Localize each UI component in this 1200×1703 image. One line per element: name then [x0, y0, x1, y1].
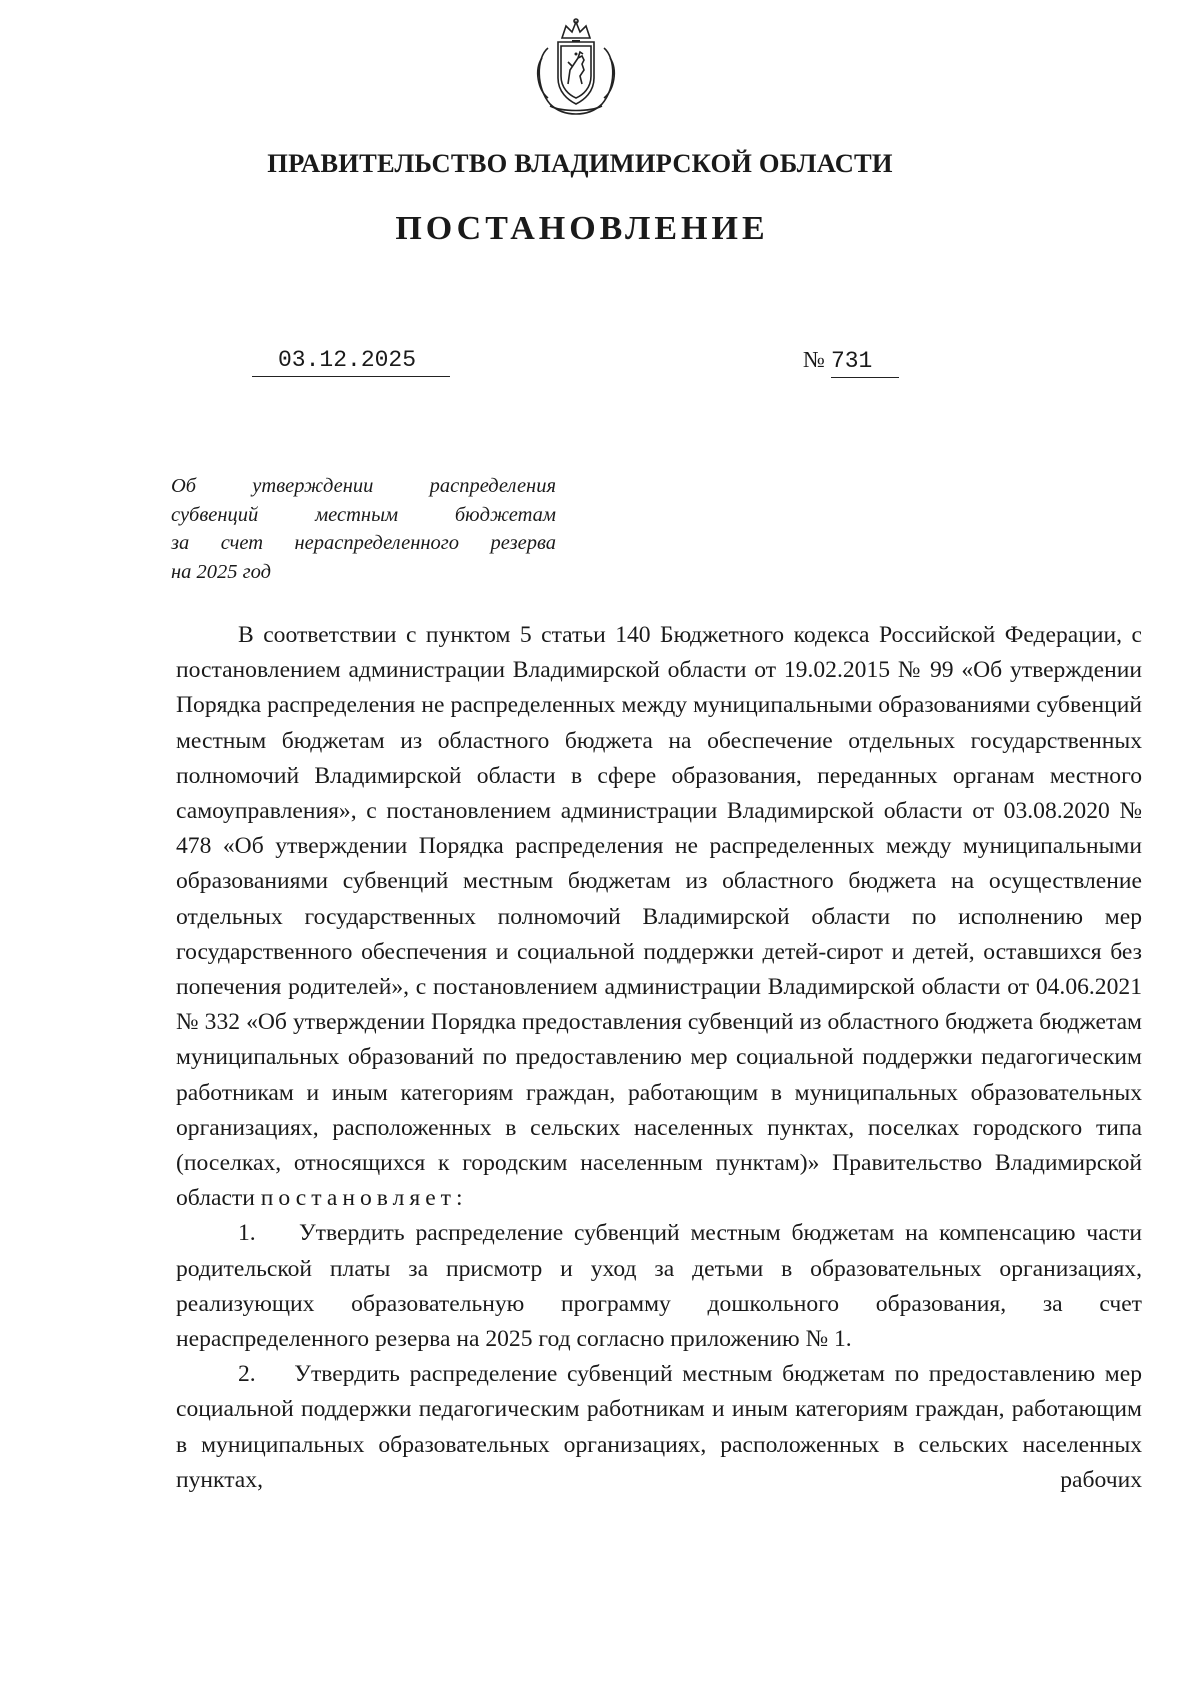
document-date: 03.12.2025 [252, 347, 450, 377]
coat-of-arms-icon [528, 18, 624, 116]
subject-line: за счет нераспределенного резерва [171, 532, 556, 554]
item-text: Утвердить распределение субвенций местным бюджетам по предоставлению мер социальной поддержки педагогическим работникам и иным категориям граждан, работающим в муниципальных образовательных организациях, расположенных в сельских населенных пунктах, рабочих [176, 1361, 1142, 1493]
list-item [176, 1357, 1142, 1498]
document-type-title: ПОСТАНОВЛЕНИЕ [395, 210, 769, 247]
document-body [176, 618, 1142, 1498]
subject-line: Об утверждении распределения [171, 475, 556, 497]
decree-word: постановляет: [260, 1185, 468, 1212]
list-item [176, 1216, 1142, 1357]
document-number [803, 347, 899, 378]
subject-line: субвенций местным бюджетам [171, 503, 556, 526]
number-sign: № [803, 347, 825, 372]
item-number: 2. [238, 1361, 256, 1388]
preamble-paragraph [176, 618, 1142, 1216]
organization-title: ПРАВИТЕЛЬСТВО ВЛАДИМИРСКОЙ ОБЛАСТИ [267, 148, 893, 178]
item-text: Утвердить распределение субвенций местным бюджетам на компенсацию части родительской платы за присмотр и уход за детьми в образовательных организациях, реализующих образовательную программу дошкольного образования, за счет нераспределенного резерва на 2025 год согласно приложению № 1. [176, 1220, 1142, 1353]
preamble-text: В соответствии с пунктом 5 статьи 140 Бюджетного кодекса Российской Федерации, с постановлением администрации Владимирской области от 19.02.2015 № 99 «Об утверждении Порядка распределения не распределенных между муниципальными образованиями субвенций местным бюджетам из областного бюджета на обеспечение отдельных государственных полномочий Владимирской области в сфере образования, переданных органам местного самоуправления», с постановлением администрации Владимирской области от 03.08.2020 № 478 «Об утверждении Порядка распределения не распределенных между муниципальными образованиями субвенций местным бюджетам из областного бюджета на осуществление отдельных государственных полномочий Владимирской области по исполнению мер государственного обеспечения и социальной поддержки детей-сирот и детей, оставшихся без попечения родителей», с постановлением администрации Владимирской области от 04.06.2021 № 332 «Об утверждении Порядка предоставления субвенций из областного бюджета бюджетам муниципальных образований по предоставлению мер социальной поддержки педагогическим работникам и иным категориям граждан, работающим в муниципальных образовательных организациях, расположенных в сельских населенных пунктах, поселках городского типа (поселках, относящихся к городским населенным пунктам)» Правительство Владимирской области [176, 622, 1142, 1212]
subject-line: на 2025 год [171, 560, 272, 583]
item-number: 1. [238, 1220, 256, 1247]
document-subject [171, 472, 556, 586]
number-value: 731 [831, 348, 899, 378]
